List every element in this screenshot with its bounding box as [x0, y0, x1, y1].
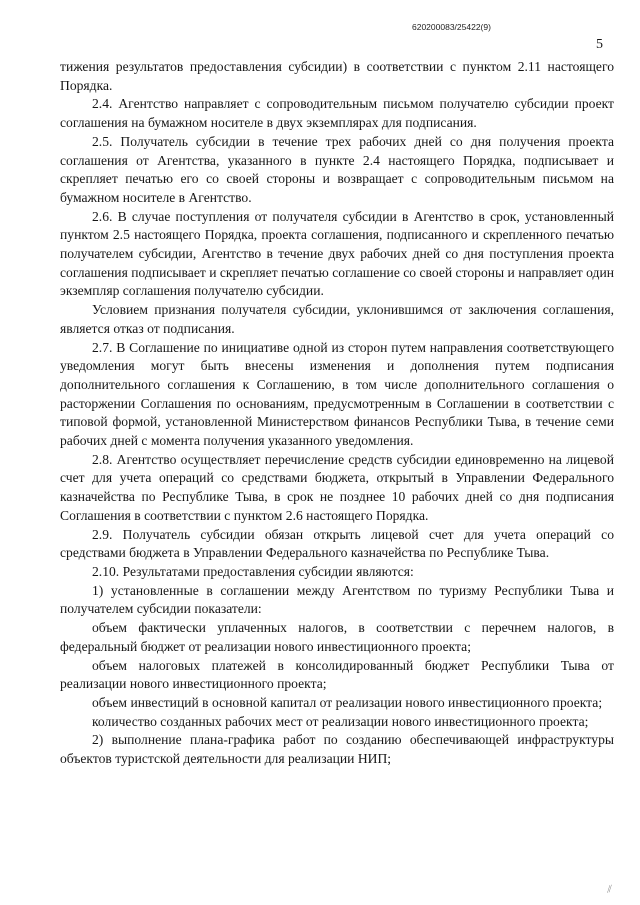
indicator-regional-taxes: объем налоговых платежей в консолидированный бюджет Республики Тыва от реализации нового инвестиционного проекта;	[60, 657, 614, 692]
paragraph-2-9: 2.9. Получатель субсидии обязан открыть лицевой счет для учета операций со средствами бюджета в Управлении Федерального казначейства по Республике Тыва.	[60, 526, 614, 561]
indicator-jobs: количество созданных рабочих мест от реализации нового инвестиционного проекта;	[92, 713, 589, 729]
paragraph-2-8: 2.8. Агентство осуществляет перечисление средств субсидии единовременно на лицевой счет для учета операций со средствами бюджета, открытый в Управлении Федерального казначейства по Республике Тыва, в срок не позднее 10 рабочих дней со дня подписания Соглашения в соответствии с пунктом 2.6 настоящего Порядка.	[60, 451, 614, 523]
list-item-1: 1) установленные в соглашении между Агентством по туризму Республики Тыва и получателем субсидии показатели:	[60, 582, 614, 617]
corner-scribble-mark: ⁄⁄	[606, 883, 613, 896]
paragraph-2-4: 2.4. Агентство направляет с сопроводительным письмом получателю субсидии проект соглашения на бумажном носителе в двух экземплярах для подписания.	[60, 96, 614, 131]
paragraph-2-6: 2.6. В случае поступления от получателя субсидии в Агентство в срок, установленный пунктом 2.5 настоящего Порядка, проекта соглашения, подписанного и скрепленного печатью получателем субсидии, Агентство в течение двух рабочих дней со дня поступления проекта соглашения подписывает и скрепляет печатью соглашение со своей стороны и направляет один экземпляр соглашения получателю субсидии.	[60, 208, 614, 299]
indicator-federal-taxes: объем фактически уплаченных налогов, в соответствии с перечнем налогов, в федеральный бюджет от реализации нового инвестиционного проекта;	[60, 620, 614, 654]
document-body	[60, 58, 614, 769]
paragraph-refusal-condition: Условием признания получателя субсидии, уклонившимся от заключения соглашения, является отказ от подписания.	[60, 302, 614, 336]
paragraph-2-10: 2.10. Результатами предоставления субсидии являются:	[92, 563, 414, 579]
paragraph-continuation: тижения результатов предоставления субсидии) в соответствии с пунктом 2.11 настоящего Порядка.	[60, 59, 614, 93]
indicator-investments: объем инвестиций в основной капитал от реализации нового инвестиционного проекта;	[92, 694, 603, 710]
list-item-2: 2) выполнение плана-графика работ по созданию обеспечивающей инфраструктуры объектов туристской деятельности для реализации НИП;	[60, 732, 614, 767]
page-number: 5	[596, 37, 603, 52]
document-id: 620200083/25422(9)	[412, 22, 491, 32]
paragraph-2-7: 2.7. В Соглашение по инициативе одной из сторон путем направления соответствующего уведомления могут быть внесены изменения и дополнения путем подписания дополнительного соглашения к Соглашению, в том числе дополнительного соглашения о расторжении Соглашения по основаниям, предусмотренным в Соглашении в соответствии с типовой формой, установленной Министерством финансов Республики Тыва, в течение семи рабочих дней с момента получения указанного уведомления.	[60, 339, 614, 449]
paragraph-2-5: 2.5. Получатель субсидии в течение трех рабочих дней со дня получения проекта соглашения от Агентства, указанного в пункте 2.4 настоящего Порядка, подписывает и скрепляет печатью его со своей стороны и возвращает с сопроводительным письмом на бумажном носителе в Агентство.	[60, 133, 614, 205]
